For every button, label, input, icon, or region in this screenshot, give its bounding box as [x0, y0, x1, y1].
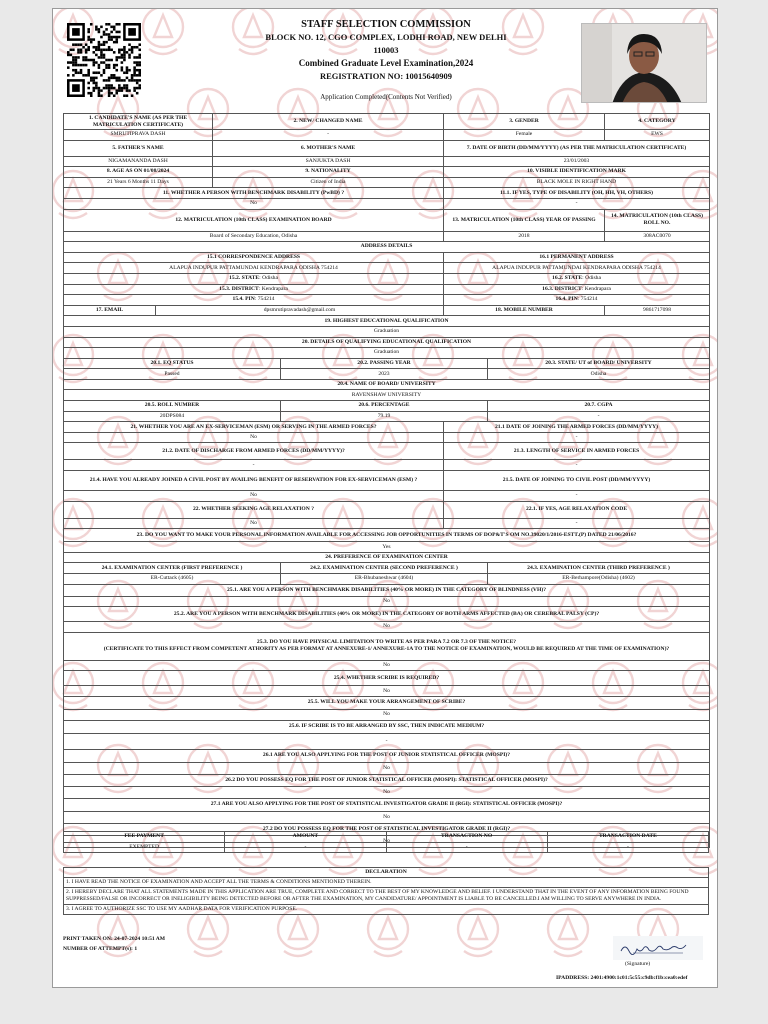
value-matric-year: 2018: [444, 231, 605, 242]
value-armed-joining-date: -: [444, 432, 710, 443]
label-q26-2: 26.2 DO YOU POSSESS EQ FOR THE POST OF JUNIOR STATISTICAL OFFICER (MOSPI): STATISTICAL OFFICER (MOSPI)?: [64, 774, 710, 786]
application-status: Application Completed(Contents Not Verified): [320, 93, 452, 101]
label-discharge-date: 21.2. DATE OF DISCHARGE FROM ARMED FORCES (DD/MM/YYYY)?: [64, 443, 444, 460]
qr-code-icon: [67, 23, 141, 97]
label-q27-2: 27.2 DO YOU POSSESS EQ FOR THE POST OF STATISTICAL INVESTIGATOR GRADE II (RGI)?: [64, 823, 710, 835]
permanent-district: 16.3. DISTRICT: Kendrapara: [444, 284, 710, 295]
label-civil-post: 21.4. HAVE YOU ALREADY JOINED A CIVIL POST BY AVAILING BENEFIT OF RESERVATION FOR EX-SERVICEMAN (ESM) ?: [64, 471, 444, 491]
ip-address: IPADDRESS: 2401:4900:1c01:5c55:c9db:f1b:cea0:edef: [556, 975, 688, 981]
value-permanent-address: ALAPUA INDUPUR PATTAMUNDAI KENDRAPARA ODISHA 754214: [444, 263, 710, 274]
declaration-title: DECLARATION: [64, 868, 709, 878]
label-q25-3: 25.3. DO YOU HAVE PHYSICAL LIMITATION TO WRITE AS PER PARA 7.2 OR 7.3 OF THE NOTICE? (CERTIFICATE TO THIS EFFECT FROM COMPETENT ATHORITY AS PER FORMAT AT ANNEXURE-1/ ANNEXURE-1A TO THE NOTICE OF EXAMINATION, WOULD BE REQUIRED AT THE TIME OF EXAMINATION)?: [64, 632, 710, 660]
label-civil-post-date: 21.5. DATE OF JOINING TO CIVIL POST (DD/MM/YYYY): [444, 471, 710, 491]
value-center-first: ER-Cuttack (4605): [64, 574, 281, 585]
label-correspondence-address: 15.1 CORRESPONDENCE ADDRESS: [64, 252, 444, 263]
label-matric-year: 13. MATRICULATION (10th CLASS) YEAR OF PASSING: [444, 209, 605, 231]
emblem-watermark-icon: [548, 909, 588, 956]
declaration-item-2: 2. I HEREBY DECLARE THAT ALL STATEMENTS MADE IN THIS APPLICATION ARE TRUE, COMPLETE AND CORRECT TO THE BEST OF MY KNOWLEDGE AND BELIEF. I UNDERSTAND THAT IN THE EVENT OF ANY INFORMATION BEING FOUND SUPPRESSED/FALSE OR INCORRECT OR INELIGIBILITY BEING DETECTED BEFORE OR AFTER THE EXAMINATION, MY CANDIDATURE/ APPOINTMENT IS LIABLE TO BE CANCELLED.I AM WILLING TO SERVE ANYWHERE IN INDIA.: [64, 888, 709, 905]
value-q27-1: No: [64, 811, 710, 823]
label-armed-joining-date: 21.1 DATE OF JOINING THE ARMED FORCES (DD/MM/YYYY): [444, 422, 710, 433]
value-q25-6: -: [64, 733, 710, 749]
value-share-information: Yes: [64, 542, 710, 553]
print-info: [63, 934, 165, 954]
value-civil-post: No: [64, 491, 444, 502]
signature-label: (Signature): [625, 961, 651, 967]
emblem-watermark-icon: [188, 909, 228, 956]
value-center-second: ER-Bhubaneshwar (4604): [281, 574, 488, 585]
label-email: 17. EMAIL: [64, 305, 156, 316]
value-age-relaxation: No: [64, 518, 444, 529]
value-state-university: Odisha: [488, 369, 710, 380]
value-transaction-no: -: [386, 842, 547, 853]
header-text: [213, 18, 559, 83]
value-civil-post-date: -: [444, 491, 710, 502]
label-amount: AMOUNT: [225, 832, 386, 843]
label-cgpa: 20.7. CGPA: [488, 401, 710, 412]
label-permanent-address: 16.1 PERMANENT ADDRESS: [444, 252, 710, 263]
label-highest-qualification: 19. HIGHEST EDUCATIONAL QUALIFICATION: [64, 316, 710, 327]
value-q25-2: No: [64, 622, 710, 633]
value-q25-5: No: [64, 709, 710, 720]
label-age-relaxation: 22. WHETHER SEEKING AGE RELAXATION ?: [64, 501, 444, 518]
value-gender: Female: [444, 130, 605, 141]
label-share-information: 23. DO YOU WANT TO MAKE YOUR PERSONAL INFORMATION AVAILABLE FOR ACCESSING JOB OPPORTUNITIES IN TERMS OF DOP&T'S OM NO.39020/1/2016-ESTT.(P) DATED 21/06/2016?: [64, 529, 710, 542]
value-passing-year: 2023: [281, 369, 488, 380]
value-q26-2: No: [64, 786, 710, 798]
label-transaction-date: TRANSACTION DATE: [547, 832, 708, 843]
label-q25-6: 25.6. IF SCRIBE IS TO BE ARRANGED BY SSC, THEN INDICATE MEDIUM?: [64, 720, 710, 733]
label-q25-5: 25.5. WILL YOU MAKE YOUR ARRANGEMENT OF SCRIBE?: [64, 696, 710, 709]
label-center-first: 24.1. EXAMINATION CENTER (FIRST PREFERENCE ): [64, 563, 281, 574]
value-q25-3: No: [64, 660, 710, 671]
value-q27-2: No: [64, 835, 710, 847]
label-age: 8. AGE AS ON 01/08/2024: [64, 167, 213, 178]
label-fee-payment: FEE PAYMENT: [64, 832, 225, 843]
label-gender: 3. GENDER: [444, 114, 605, 130]
label-candidate-name: 1. CANDIDATE'S NAME (AS PER THE MATRICULATION CERTIFICATE): [64, 114, 213, 130]
org-pin: 110003: [373, 45, 399, 55]
value-dob: 23/01/2003: [444, 156, 710, 167]
correspondence-district: 15.3. DISTRICT: Kendrapara: [64, 284, 444, 295]
label-new-name: 2. NEW/ CHANGED NAME: [213, 114, 444, 130]
value-candidate-name: SMRUTIPRAVA DASH: [64, 130, 213, 141]
value-center-third: ER-Berhampore(Odisha) (4602): [488, 574, 710, 585]
label-eq-status: 20.1. EQ STATUS: [64, 358, 281, 369]
value-q25-1: No: [64, 596, 710, 607]
value-percentage: 79.19: [281, 411, 488, 422]
label-disability-type: 11.1. IF YES, TYPE OF DISABILITY (OH, HH, VH, OTHERS): [444, 188, 710, 199]
value-q26-1: No: [64, 762, 710, 774]
form-header: [53, 9, 717, 114]
org-name: STAFF SELECTION COMMISSION: [301, 19, 471, 30]
label-matric-roll: 14. MATRICULATION (10th CLASS) ROLL NO.: [605, 209, 710, 231]
label-center-second: 24.2. EXAMINATION CENTER (SECOND PREFERENCE ): [281, 563, 488, 574]
label-length-of-service: 21.3. LENGTH OF SERVICE IN ARMED FORCES: [444, 443, 710, 460]
label-father-name: 5. FATHER'S NAME: [64, 140, 213, 156]
value-amount: -: [225, 842, 386, 853]
application-form-page: [52, 8, 718, 988]
application-details-table: [63, 113, 710, 848]
value-pwbd: No: [64, 198, 444, 209]
value-roll-number: 20DPS084: [64, 411, 281, 422]
label-nationality: 9. NATIONALITY: [213, 167, 444, 178]
label-id-mark: 10. VISIBLE IDENTIFICATION MARK: [444, 167, 710, 178]
value-highest-qualification: Graduation: [64, 326, 710, 337]
value-email: dpsmrutipravadash@gmail.com: [156, 305, 444, 316]
label-q27-1: 27.1 ARE YOU ALSO APPLYING FOR THE POST OF STATISTICAL INVESTIGATOR GRADE II (RGI): STATISTICAL OFFICER (MOSPI)?: [64, 798, 710, 811]
label-matric-board: 12. MATRICULATION (10th CLASS) EXAMINATION BOARD: [64, 209, 444, 231]
value-age: 21 Years 6 Months 11 Days: [64, 177, 213, 188]
permanent-state: 16.2. STATE: Odisha: [444, 273, 710, 284]
value-category: EWS: [605, 130, 710, 141]
value-discharge-date: -: [64, 460, 444, 471]
value-matric-roll: 308AC0070: [605, 231, 710, 242]
label-mobile: 18. MOBILE NUMBER: [444, 305, 605, 316]
declaration-item-1: 1. I HAVE READ THE NOTICE OF EXAMINATION AND ACCEPT ALL THE TERMS & CONDITIONS MENTIONED THEREIN.: [64, 878, 709, 888]
value-father-name: NIGAMANANDA DASH: [64, 156, 213, 167]
value-relaxation-code: -: [444, 518, 710, 529]
registration-number: REGISTRATION NO: 10015640909: [319, 71, 453, 81]
signature-image: [613, 936, 703, 960]
label-relaxation-code: 22.1. IF YES, AGE RELAXATION CODE: [444, 501, 710, 518]
label-center-third: 24.3. EXAMINATION CENTER (THIRD PREFERENCE ): [488, 563, 710, 574]
value-mother-name: SANJUKTA DASH: [213, 156, 444, 167]
label-percentage: 20.6. PERCENTAGE: [281, 401, 488, 412]
label-q26-1: 26.1 ARE YOU ALSO APPLYING FOR THE POST OF JUNIOR STATISTICAL OFFICER (MOSPI)?: [64, 749, 710, 762]
label-state-university: 20.3. STATE/ UT of BOARD/ UNIVERSITY: [488, 358, 710, 369]
value-id-mark: BLACK MOLE IN RIGHT HAND: [444, 177, 710, 188]
value-transaction-date: -: [547, 842, 708, 853]
value-nationality: Citizen of India: [213, 177, 444, 188]
emblem-watermark-icon: [368, 909, 408, 956]
exam-name: Combined Graduate Level Examination,2024: [298, 58, 474, 68]
value-board-university: RAVENSHAW UNIVERSITY: [64, 390, 710, 401]
value-qualifying-details: Graduation: [64, 348, 710, 359]
value-matric-board: Board of Secondary Education, Odisha: [64, 231, 444, 242]
value-correspondence-address: ALAPUA INDUPUR PATTAMUNDAI KENDRAPARA ODISHA 754214: [64, 263, 444, 274]
label-q25-1: 25.1. ARE YOU A PERSON WITH BENCHMARK DISABILITIES (40% OR MORE) IN THE CATEGORY OF BLINDNESS (VH)?: [64, 584, 710, 596]
value-fee-payment: EXEMPTED: [64, 842, 225, 853]
label-category: 4. CATEGORY: [605, 114, 710, 130]
emblem-watermark-icon: [278, 909, 318, 956]
section-exam-center-preference: 24. PREFERENCE OF EXAMINATION CENTER: [64, 552, 710, 563]
declaration-item-3: 3. I AGREE TO AUTHORIZE SSC TO USE MY AADHAR DATA FOR VERIFICATION PURPOSE.: [64, 905, 709, 915]
value-q25-4: No: [64, 686, 710, 697]
label-ex-serviceman: 21. WHETHER YOU ARE AN EX-SERVICEMAN (ESM) OR SERVING IN THE ARMED FORCES?: [64, 422, 444, 433]
emblem-watermark-icon: [458, 909, 498, 956]
label-transaction-no: TRANSACTION NO: [386, 832, 547, 843]
candidate-photo: [581, 23, 707, 103]
value-new-name: -: [213, 130, 444, 141]
label-roll-number: 20.5. ROLL NUMBER: [64, 401, 281, 412]
org-address: BLOCK NO. 12, CGO COMPLEX, LODHI ROAD, NEW DELHI: [265, 32, 507, 42]
label-q25-4: 25.4. WHETHER SCRIBE IS REQUIRED?: [64, 671, 710, 686]
label-q25-2: 25.2. ARE YOU A PERSON WITH BENCHMARK DISABILITIES (40% OR MORE) IN THE CATEGORY OF BOTH ARMS AFFECTED (BA) OR CEREBRAL PALSY (CP)?: [64, 607, 710, 622]
label-pwbd: 11. WHETHER A PERSON WITH BENCHMARK DISABILITY (PwBD) ?: [64, 188, 444, 199]
section-address-details: ADDRESS DETAILS: [64, 242, 710, 253]
attempt-count: NUMBER OF ATTEMPT(s): 1: [63, 946, 138, 952]
correspondence-state: 15.2. STATE: Odisha: [64, 273, 444, 284]
correspondence-pin: 15.4. PIN: 754214: [64, 295, 444, 306]
value-mobile: 9861717098: [605, 305, 710, 316]
value-disability-type: -: [444, 198, 710, 209]
label-mother-name: 6. MOTHER'S NAME: [213, 140, 444, 156]
label-qualifying-details: 20. DETAILS OF QUALIFYING EDUCATIONAL QUALIFICATION: [64, 337, 710, 348]
declaration-table: [63, 867, 709, 915]
label-dob: 7. DATE OF BIRTH (DD/MM/YYYY) (AS PER THE MATRICULATION CERTIFICATE): [444, 140, 710, 156]
fee-payment-table: [63, 831, 709, 853]
value-length-of-service: -: [444, 460, 710, 471]
label-board-university: 20.4. NAME OF BOARD/ UNIVERSITY: [64, 379, 710, 390]
print-timestamp: PRINT TAKEN ON: 24-07-2024 10:51 AM: [63, 936, 166, 942]
value-ex-serviceman: No: [64, 432, 444, 443]
value-eq-status: Passed: [64, 369, 281, 380]
value-cgpa: -: [488, 411, 710, 422]
label-passing-year: 20.2. PASSING YEAR: [281, 358, 488, 369]
permanent-pin: 16.4. PIN: 754214: [444, 295, 710, 306]
